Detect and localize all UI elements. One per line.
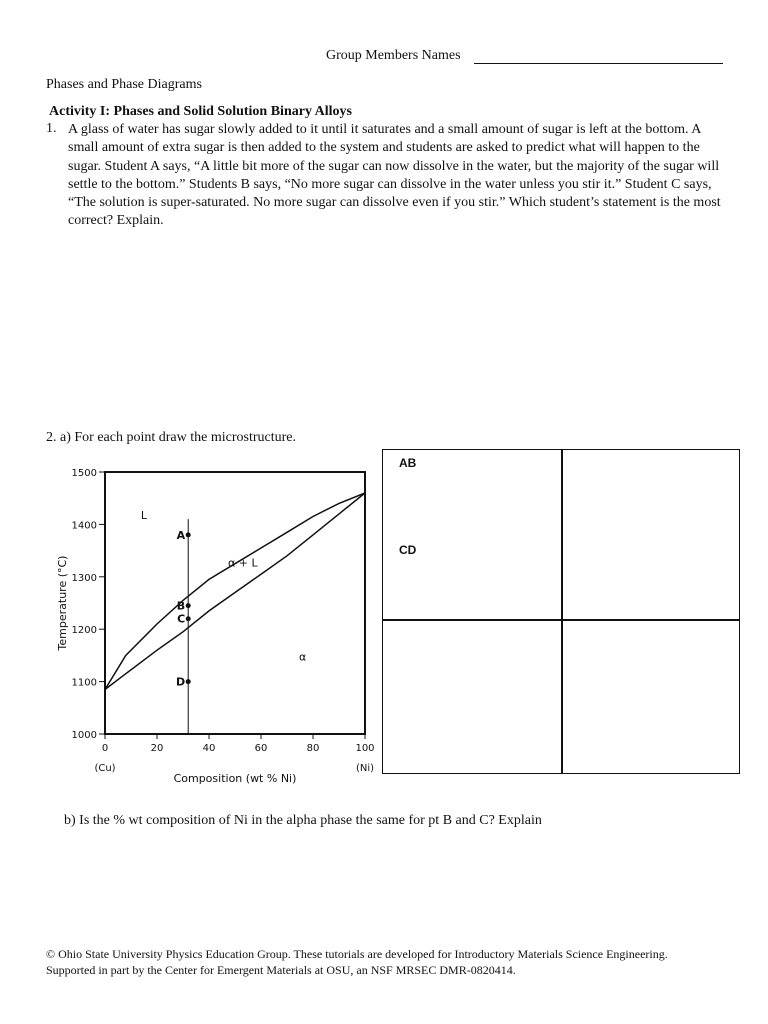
region-label: α [298,650,307,664]
x-tick-label: 80 [306,743,320,754]
y-tick-label: 1000 [71,730,97,741]
point-label-b: B [176,599,186,613]
footer-line-2: Supported in part by the Center for Emergent Materials at OSU, an NSF MRSEC DMR-0820414. [46,962,516,977]
data-point-c [186,616,191,621]
x-tick-label: 40 [202,743,216,754]
question-2b-text: b) Is the % wt composition of Ni in the alpha phase the same for pt B and C? Explain [64,813,542,828]
x-tick-label: 0 [101,743,109,754]
point-label-d: D [176,675,186,689]
data-point-a [186,532,191,537]
grid-divider-vertical [561,450,563,773]
activity-title: Activity I: Phases and Solid Solution Binary Alloys [49,104,353,119]
x-tick-label: 20 [150,743,164,754]
group-members-blank[interactable] [474,63,723,64]
grid-label-cd: CD [399,543,417,557]
group-members-label: Group Members Names [326,48,461,63]
x-axis-label: Composition (wt % Ni) [173,772,297,785]
x-tick-label: 60 [254,743,268,754]
question-1-number: 1. [46,121,57,136]
y-tick-label: 1500 [71,468,97,479]
question-1-text: A glass of water has sugar slowly added to it until it saturates and a small amount of sugar is left at the bottom. A small amount of extra sugar is then added to the system and students are asked to predict what will happen to the sugar. Student A says, “A little bit more of the sugar can now dissolve in the water, but the majority of the sugar will settle to the bottom.” Students B says, “No more sugar can dissolve in the water unless you stir it.” Student C says, “The solution is super-saturated. No more sugar can dissolve even if you stir.” Which student’s statement is the most correct? Explain. [68,122,721,229]
region-label: L [140,509,148,523]
grid-label-ab: AB [399,456,417,470]
y-tick-label: 1100 [71,677,97,689]
page-subtitle: Phases and Phase Diagrams [46,77,202,92]
data-point-d [186,679,191,684]
x-end-label-left: (Cu) [94,763,116,774]
y-tick-label: 1200 [71,625,97,637]
y-tick-label: 1300 [71,572,97,584]
grid-divider-horizontal [383,619,739,621]
solidus-line [105,493,365,690]
phase-diagram-chart [50,462,380,787]
point-label-a: A [176,528,186,542]
y-axis-label: Temperature (°C) [56,555,69,651]
x-end-label-right: (Ni) [355,763,375,774]
microstructure-grid [382,449,740,774]
footer-line-1: © Ohio State University Physics Education Group. These tutorials are developed for Introductory Materials Science Engineering. [46,947,668,961]
x-tick-label: 100 [355,743,375,754]
point-label-c: C [177,612,186,626]
y-tick-label: 1400 [71,520,97,532]
data-point-b [186,603,191,608]
question-2a-text: 2. a) For each point draw the microstructure. [46,430,296,445]
footer [46,947,746,978]
region-label: α + L [228,556,258,570]
